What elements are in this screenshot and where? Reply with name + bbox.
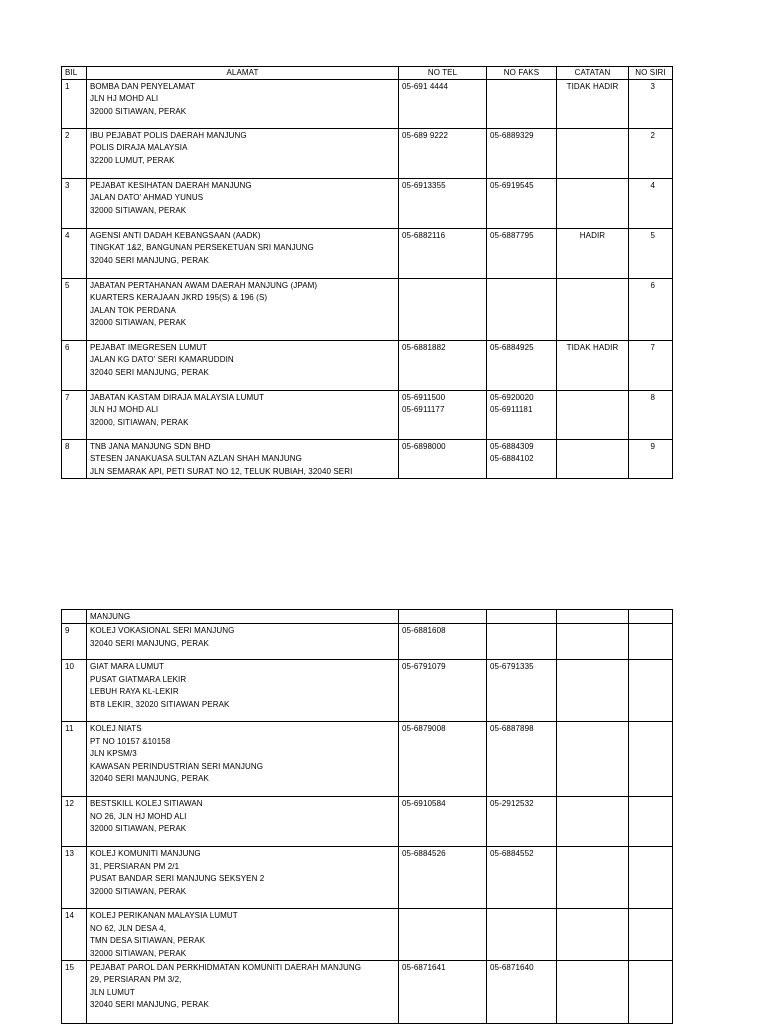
cell-line: JABATAN PERTAHANAN AWAM DAERAH MANJUNG (JPAM)	[90, 281, 318, 290]
cell-line: 05-6887898	[490, 724, 534, 734]
cell-line: 05-6913355	[402, 181, 446, 190]
cell-line: JALAN TOK PERDANA	[90, 305, 176, 315]
catatan-cell	[557, 391, 629, 440]
cell-line: 29, PERSIARAN PM 3/2,	[90, 975, 182, 985]
table-row	[62, 660, 673, 722]
no-siri-cell: 8	[629, 391, 673, 440]
no-faks-cell	[487, 391, 557, 440]
no-tel-cell	[399, 961, 487, 1024]
no-tel-cell	[399, 279, 487, 341]
alamat-cell	[87, 610, 399, 624]
table-row	[62, 341, 673, 391]
cell-line: 05-6884925	[490, 343, 534, 352]
cell-line: BOMBA DAN PENYELAMAT	[90, 82, 195, 91]
catatan-cell	[557, 624, 629, 660]
bil-cell: 10	[62, 660, 87, 722]
cell-line: 05-6871640	[490, 963, 534, 973]
cell-line: 32040 SERI MANJUNG, PERAK	[90, 638, 209, 648]
cell-line: 32040 SERI MANJUNG, PERAK	[90, 367, 209, 377]
no-faks-cell	[487, 440, 557, 479]
cell-line: JALAN DATO’ AHMAD YUNUS	[90, 193, 204, 203]
no-tel-cell	[399, 909, 487, 961]
cell-line: 05-6910584	[402, 799, 446, 809]
no-siri-cell: 2	[629, 129, 673, 179]
cell-line: NO 26, JLN HJ MOHD ALI	[90, 811, 187, 821]
alamat-cell	[87, 909, 399, 961]
cell-line: TINGKAT 1&2, BANGUNAN PERSEKETUAN SRI MANJUNG	[90, 243, 314, 253]
cell-line: 32000 SITIAWAN, PERAK	[90, 318, 187, 328]
cell-line: 05-691 4444	[402, 82, 449, 91]
alamat-cell	[87, 797, 399, 847]
cell-line: 32000 SITIAWAN, PERAK	[90, 886, 187, 896]
cell-line: 05-6884102	[490, 454, 534, 464]
cell-line: STESEN JANAKUASA SULTAN AZLAN SHAH MANJUNG	[90, 454, 302, 464]
cell-line: 05-6884309	[490, 442, 534, 451]
no-siri-cell: 6	[629, 279, 673, 341]
bil-cell: 6	[62, 341, 87, 391]
catatan-cell	[557, 722, 629, 797]
no-siri-cell: 4	[629, 179, 673, 229]
cell-line: JABATAN KASTAM DIRAJA MALAYSIA LUMUT	[90, 393, 265, 402]
table-row	[62, 722, 673, 797]
cell-line: JLN HJ MOHD ALI	[90, 94, 159, 104]
no-faks-cell	[487, 660, 557, 722]
cell-line: 05-6911177	[402, 405, 445, 415]
no-faks-cell	[487, 279, 557, 341]
cell-line: 05-6871641	[402, 963, 446, 973]
no-faks-cell	[487, 722, 557, 797]
cell-line: 32000 SITIAWAN, PERAK	[90, 824, 187, 834]
no-tel-cell	[399, 391, 487, 440]
catatan-cell: TIDAK HADIR	[557, 341, 629, 391]
cell-line: 05-2912532	[490, 799, 534, 809]
cell-line: 05-6884526	[402, 849, 446, 859]
cell-line: 32040 SERI MANJUNG, PERAK	[90, 1000, 209, 1010]
cell-line: 32200 LUMUT, PERAK	[90, 155, 175, 165]
cell-line: KUARTERS KERAJAAN JKRD 195(S) & 196 (S)	[90, 293, 268, 303]
header-catatan: CATATAN	[557, 67, 629, 80]
cell-line: TMN DESA SITIAWAN, PERAK	[90, 936, 206, 946]
no-siri-cell	[629, 610, 673, 624]
no-tel-cell	[399, 341, 487, 391]
cell-line: KOLEJ NIATS	[90, 724, 142, 734]
bil-cell: 13	[62, 847, 87, 909]
catatan-cell	[557, 847, 629, 909]
alamat-cell	[87, 129, 399, 179]
no-tel-cell	[399, 179, 487, 229]
catatan-cell	[557, 961, 629, 1024]
no-siri-cell	[629, 909, 673, 961]
cell-line: 05-6911500	[402, 393, 446, 402]
cell-line: JLN HJ MOHD ALI	[90, 405, 159, 415]
bil-cell: 4	[62, 229, 87, 279]
cell-line: AGENSI ANTI DADAH KEBANGSAAN (AADK)	[90, 231, 261, 240]
alamat-cell	[87, 624, 399, 660]
cell-line: 05-6898000	[402, 442, 446, 451]
no-tel-cell	[399, 129, 487, 179]
no-siri-cell: 3	[629, 80, 673, 129]
cell-line: GIAT MARA LUMUT	[90, 662, 165, 672]
alamat-cell	[87, 391, 399, 440]
no-tel-cell	[399, 610, 487, 624]
cell-line: 05-6887795	[490, 231, 534, 240]
table-row	[62, 129, 673, 179]
cell-line: JALAN KG DATO’ SERI KAMARUDDIN	[90, 355, 234, 365]
no-tel-cell	[399, 440, 487, 479]
no-siri-cell	[629, 624, 673, 660]
bil-cell: 12	[62, 797, 87, 847]
cell-line: 05-6791335	[490, 662, 534, 672]
cell-line: PEJABAT PAROL DAN PERKHIDMATAN KOMUNITI DAERAH MANJUNG	[90, 963, 362, 973]
no-siri-cell	[629, 961, 673, 1024]
catatan-cell	[557, 279, 629, 341]
alamat-cell	[87, 440, 399, 479]
no-siri-cell: 9	[629, 440, 673, 479]
header-bil: BIL	[62, 67, 87, 80]
bil-cell: 11	[62, 722, 87, 797]
table-row	[62, 229, 673, 279]
cell-line: KOLEJ PERIKANAN MALAYSIA LUMUT	[90, 911, 238, 921]
no-siri-cell	[629, 722, 673, 797]
cell-line: 05-6920020	[490, 393, 534, 402]
no-siri-cell: 5	[629, 229, 673, 279]
cell-line: 05-6879008	[402, 724, 446, 734]
catatan-cell	[557, 660, 629, 722]
cell-line: 32000 SITIAWAN, PERAK	[90, 106, 187, 116]
no-faks-cell	[487, 847, 557, 909]
catatan-cell	[557, 129, 629, 179]
bil-cell: 15	[62, 961, 87, 1024]
header-no-faks: NO FAKS	[487, 67, 557, 80]
no-tel-cell	[399, 660, 487, 722]
table-row	[62, 179, 673, 229]
no-siri-cell	[629, 847, 673, 909]
catatan-cell	[557, 909, 629, 961]
cell-line: 05-6889329	[490, 131, 534, 140]
cell-line: 32040 SERI MANJUNG, PERAK	[90, 255, 209, 265]
header-alamat: ALAMAT	[87, 67, 399, 80]
cell-line: PEJABAT IMEGRESEN LUMUT	[90, 343, 208, 352]
cell-line: 32000 SITIAWAN, PERAK	[90, 205, 187, 215]
cell-line: BT8 LEKIR, 32020 SITIAWAN PERAK	[90, 699, 230, 709]
no-tel-cell	[399, 80, 487, 129]
table-row	[62, 80, 673, 129]
table-row	[62, 624, 673, 660]
bil-cell	[62, 610, 87, 624]
bil-cell: 14	[62, 909, 87, 961]
no-tel-cell	[399, 797, 487, 847]
alamat-cell	[87, 279, 399, 341]
agency-table-page-2	[61, 609, 673, 1024]
cell-line: 32000, SITIAWAN, PERAK	[90, 417, 189, 427]
agency-table-page-1	[61, 66, 673, 479]
cell-line: BESTSKILL KOLEJ SITIAWAN	[90, 799, 203, 809]
cell-line: 32040 SERI MANJUNG, PERAK	[90, 774, 209, 784]
cell-line: 32000 SITIAWAN, PERAK	[90, 948, 187, 958]
cell-line: 05-6791079	[402, 662, 446, 672]
cell-line: 05-689 9222	[402, 131, 449, 140]
catatan-cell: TIDAK HADIR	[557, 80, 629, 129]
bil-cell: 8	[62, 440, 87, 479]
header-row	[62, 67, 673, 80]
cell-line: JLN KPSM/3	[90, 749, 137, 759]
no-siri-cell	[629, 660, 673, 722]
no-faks-cell	[487, 961, 557, 1024]
table-row	[62, 909, 673, 961]
cell-line: TNB JANA MANJUNG SDN BHD	[90, 442, 211, 451]
no-faks-cell	[487, 624, 557, 660]
no-faks-cell	[487, 129, 557, 179]
no-faks-cell	[487, 610, 557, 624]
no-faks-cell	[487, 80, 557, 129]
catatan-cell	[557, 179, 629, 229]
catatan-cell	[557, 440, 629, 479]
table-row	[62, 961, 673, 1024]
catatan-cell	[557, 797, 629, 847]
no-tel-cell	[399, 847, 487, 909]
cell-line: PUSAT BANDAR SERI MANJUNG SEKSYEN 2	[90, 874, 265, 884]
cell-line: JLN SEMARAK API, PETI SURAT NO 12, TELUK RUBIAH, 32040 SERI	[90, 466, 353, 476]
cell-line: LEBUH RAYA KL-LEKIR	[90, 687, 179, 697]
cell-line: KOLEJ KOMUNITI MANJUNG	[90, 849, 201, 859]
bil-cell: 5	[62, 279, 87, 341]
cell-line: MANJUNG	[90, 612, 131, 621]
cell-line: PUSAT GIATMARA LEKIR	[90, 674, 187, 684]
table-row	[62, 440, 673, 479]
cell-line: 05-6884552	[490, 849, 534, 859]
no-tel-cell	[399, 229, 487, 279]
table-row	[62, 847, 673, 909]
no-tel-cell	[399, 624, 487, 660]
bil-cell: 2	[62, 129, 87, 179]
no-faks-cell	[487, 797, 557, 847]
alamat-cell	[87, 229, 399, 279]
table-row	[62, 279, 673, 341]
no-faks-cell	[487, 229, 557, 279]
alamat-cell	[87, 961, 399, 1024]
alamat-cell	[87, 660, 399, 722]
cell-line: 05-6911181	[490, 405, 533, 415]
bil-cell: 3	[62, 179, 87, 229]
cell-line: PT NO 10157 &10158	[90, 736, 171, 746]
bil-cell: 1	[62, 80, 87, 129]
alamat-cell	[87, 80, 399, 129]
cell-line: NO 62, JLN DESA 4,	[90, 923, 167, 933]
cell-line: POLIS DIRAJA MALAYSIA	[90, 143, 188, 153]
table-row	[62, 391, 673, 440]
table-row	[62, 797, 673, 847]
alamat-cell	[87, 847, 399, 909]
cell-line: 31, PERSIARAN PM 2/1	[90, 861, 180, 871]
alamat-cell	[87, 722, 399, 797]
cell-line: KAWASAN PERINDUSTRIAN SERI MANJUNG	[90, 761, 264, 771]
bil-cell: 9	[62, 624, 87, 660]
catatan-cell: HADIR	[557, 229, 629, 279]
bil-cell: 7	[62, 391, 87, 440]
alamat-cell	[87, 179, 399, 229]
cell-line: 05-6881608	[402, 626, 446, 636]
header-no-siri: NO SIRI	[629, 67, 673, 80]
cell-line: 05-6882116	[402, 231, 446, 240]
cell-line: PEJABAT KESIHATAN DAERAH MANJUNG	[90, 181, 252, 190]
no-siri-cell: 7	[629, 341, 673, 391]
cell-line: JLN LUMUT	[90, 987, 135, 997]
no-faks-cell	[487, 909, 557, 961]
table-row	[62, 610, 673, 624]
no-siri-cell	[629, 797, 673, 847]
cell-line: 05-6919545	[490, 181, 534, 190]
no-faks-cell	[487, 179, 557, 229]
catatan-cell	[557, 610, 629, 624]
cell-line: 05-6881882	[402, 343, 446, 352]
cell-line: IBU PEJABAT POLIS DAERAH MANJUNG	[90, 131, 247, 140]
no-tel-cell	[399, 722, 487, 797]
alamat-cell	[87, 341, 399, 391]
no-faks-cell	[487, 341, 557, 391]
header-no-tel: NO TEL	[399, 67, 487, 80]
cell-line: KOLEJ VOKASIONAL SERI MANJUNG	[90, 626, 235, 636]
